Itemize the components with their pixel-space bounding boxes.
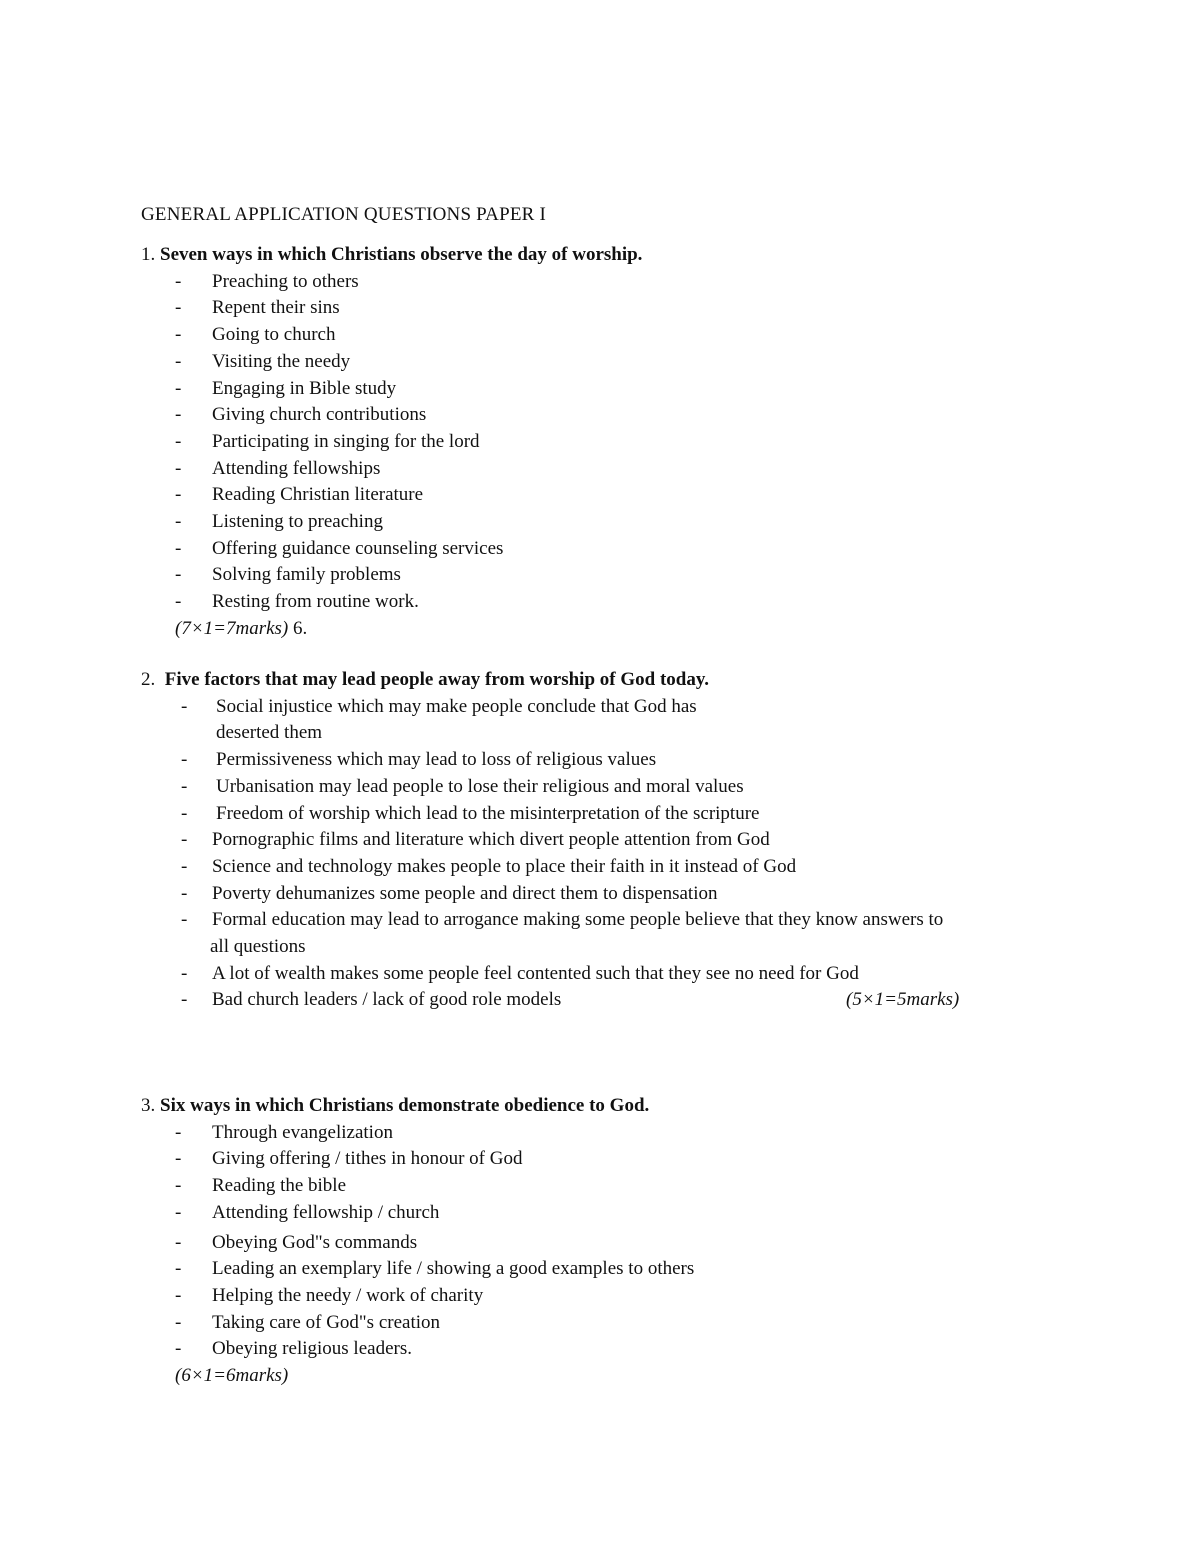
bullet-dash: -: [181, 829, 188, 851]
list-item-text: Listening to preaching: [212, 511, 383, 533]
list-item-continuation: [141, 720, 1101, 747]
list-item-text: Pornographic films and literature which divert people attention from God: [212, 829, 770, 851]
list-item: [141, 482, 1101, 509]
bullet-dash: -: [181, 749, 188, 771]
list-item-text: Obeying God"s commands: [212, 1231, 418, 1253]
bullet-dash: -: [175, 1338, 182, 1360]
list-item-text: Permissiveness which may lead to loss of religious values: [216, 749, 657, 771]
list-item-text: Through evangelization: [212, 1121, 393, 1143]
bullet-dash: -: [175, 1148, 182, 1170]
bullet-dash: -: [181, 962, 188, 984]
answer-list: [141, 269, 1101, 616]
bullet-dash: -: [175, 1284, 182, 1306]
bullet-dash: -: [175, 484, 182, 506]
list-item: [141, 562, 1101, 589]
answer-list: [141, 1120, 1101, 1363]
marks-allocation: (5×1=5marks): [846, 989, 960, 1011]
list-item-text: Reading Christian literature: [212, 484, 424, 506]
bullet-dash: -: [181, 909, 188, 931]
list-item-text: Engaging in Bible study: [212, 377, 397, 399]
list-item-text: Attending fellowships: [212, 457, 381, 479]
list-item-text: Poverty dehumanizes some people and direct them to dispensation: [212, 882, 718, 904]
list-item: [141, 429, 1101, 456]
bullet-dash: -: [175, 1121, 182, 1143]
bullet-dash: -: [175, 457, 182, 479]
marks-allocation: [141, 1363, 1101, 1390]
list-item: [141, 987, 1101, 1014]
bullet-dash: -: [181, 802, 188, 824]
question-1: [141, 242, 1101, 643]
bullet-dash: -: [181, 882, 188, 904]
list-item: [141, 536, 1101, 563]
list-item: [141, 1230, 1101, 1257]
list-item-text: Leading an exemplary life / showing a good examples to others: [212, 1258, 695, 1280]
list-item-text: Solving family problems: [212, 564, 401, 586]
list-item: [141, 1256, 1101, 1283]
question-number: 3.: [141, 1095, 156, 1116]
list-item: [141, 1310, 1101, 1337]
list-item-text: Repent their sins: [212, 297, 340, 319]
bullet-dash: -: [175, 1175, 182, 1197]
list-item-text: Science and technology makes people to place their faith in it instead of God: [212, 855, 797, 877]
question-2: [141, 667, 1101, 1014]
list-item: [141, 402, 1101, 429]
list-item: [141, 1336, 1101, 1363]
list-item: [141, 589, 1101, 616]
list-item-text: Taking care of God"s creation: [212, 1311, 440, 1333]
list-item: [141, 694, 1101, 721]
question-number: 2.: [141, 669, 156, 690]
list-item: [141, 349, 1101, 376]
bullet-dash: -: [175, 511, 182, 533]
question-heading: [141, 242, 1101, 269]
list-item-text: Going to church: [212, 324, 336, 346]
list-item-text: Participating in singing for the lord: [212, 430, 480, 452]
list-item: [141, 747, 1101, 774]
list-item-text: Obeying religious leaders.: [212, 1338, 412, 1360]
list-item-text: Bad church leaders / lack of good role models: [212, 989, 562, 1011]
list-item: [141, 1283, 1101, 1310]
document-title: GENERAL APPLICATION QUESTIONS PAPER I: [141, 204, 547, 225]
list-item-text: Attending fellowship / church: [212, 1201, 440, 1223]
list-item: [141, 827, 1101, 854]
list-item: [141, 269, 1101, 296]
list-item-text: Resting from routine work.: [212, 591, 419, 613]
bullet-dash: -: [175, 404, 182, 426]
list-item: [141, 1173, 1101, 1200]
list-item: [141, 376, 1101, 403]
question-3: [141, 1093, 1101, 1390]
bullet-dash: -: [175, 1201, 182, 1223]
bullet-dash: -: [181, 775, 188, 797]
bullet-dash: -: [175, 270, 182, 292]
marks-tail: 6.: [288, 617, 308, 639]
list-item: [141, 1120, 1101, 1147]
list-item: [141, 509, 1101, 536]
question-text: Five factors that may lead people away from worship of God today.: [164, 669, 710, 690]
list-item: [141, 1146, 1101, 1173]
list-item: [141, 881, 1101, 908]
list-item-text: Social injustice which may make people conclude that God has: [216, 695, 697, 717]
list-item: [141, 322, 1101, 349]
bullet-dash: -: [175, 377, 182, 399]
list-item: [141, 907, 1101, 934]
list-item-text: Offering guidance counseling services: [212, 537, 504, 559]
list-item: [141, 854, 1101, 881]
list-item-text: Formal education may lead to arrogance making some people believe that they know answers to: [212, 909, 944, 931]
question-number: 1.: [141, 244, 156, 265]
bullet-dash: -: [175, 1258, 182, 1280]
list-item: [141, 295, 1101, 322]
list-item-continuation: [141, 934, 1101, 961]
list-item-text: Preaching to others: [212, 270, 359, 292]
list-item: [141, 1200, 1101, 1227]
bullet-dash: -: [175, 324, 182, 346]
list-item-text: all questions: [210, 936, 306, 958]
list-item-text: Urbanisation may lead people to lose their religious and moral values: [216, 775, 744, 797]
question-heading: [141, 667, 1101, 694]
bullet-dash: -: [175, 430, 182, 452]
list-item-text: A lot of wealth makes some people feel contented such that they see no need for God: [212, 962, 859, 984]
bullet-dash: -: [175, 297, 182, 319]
marks-text: (6×1=6marks): [175, 1365, 289, 1387]
list-item-text: Reading the bible: [212, 1175, 347, 1197]
bullet-dash: -: [175, 1231, 182, 1253]
marks-allocation: [141, 616, 1101, 643]
bullet-dash: -: [175, 591, 182, 613]
list-item-text: Giving offering / tithes in honour of God: [212, 1148, 523, 1170]
bullet-dash: -: [175, 350, 182, 372]
list-item: [141, 961, 1101, 988]
bullet-dash: -: [175, 537, 182, 559]
bullet-dash: -: [175, 1311, 182, 1333]
list-item-text: deserted them: [216, 722, 323, 744]
bullet-dash: -: [181, 855, 188, 877]
bullet-dash: -: [181, 989, 188, 1011]
list-item-text: Visiting the needy: [212, 350, 351, 372]
bullet-dash: -: [181, 695, 188, 717]
question-text: Six ways in which Christians demonstrate obedience to God.: [160, 1095, 650, 1116]
list-item-text: Freedom of worship which lead to the misinterpretation of the scripture: [216, 802, 760, 824]
marks-text: (7×1=7marks): [175, 617, 289, 639]
list-item: [141, 456, 1101, 483]
answer-list: [141, 694, 1101, 1014]
question-heading: [141, 1093, 1101, 1120]
list-item: [141, 774, 1101, 801]
list-item-text: Giving church contributions: [212, 404, 427, 426]
list-item-text: Helping the needy / work of charity: [212, 1284, 484, 1306]
list-item: [141, 801, 1101, 828]
bullet-dash: -: [175, 564, 182, 586]
question-text: Seven ways in which Christians observe the day of worship.: [160, 244, 643, 265]
